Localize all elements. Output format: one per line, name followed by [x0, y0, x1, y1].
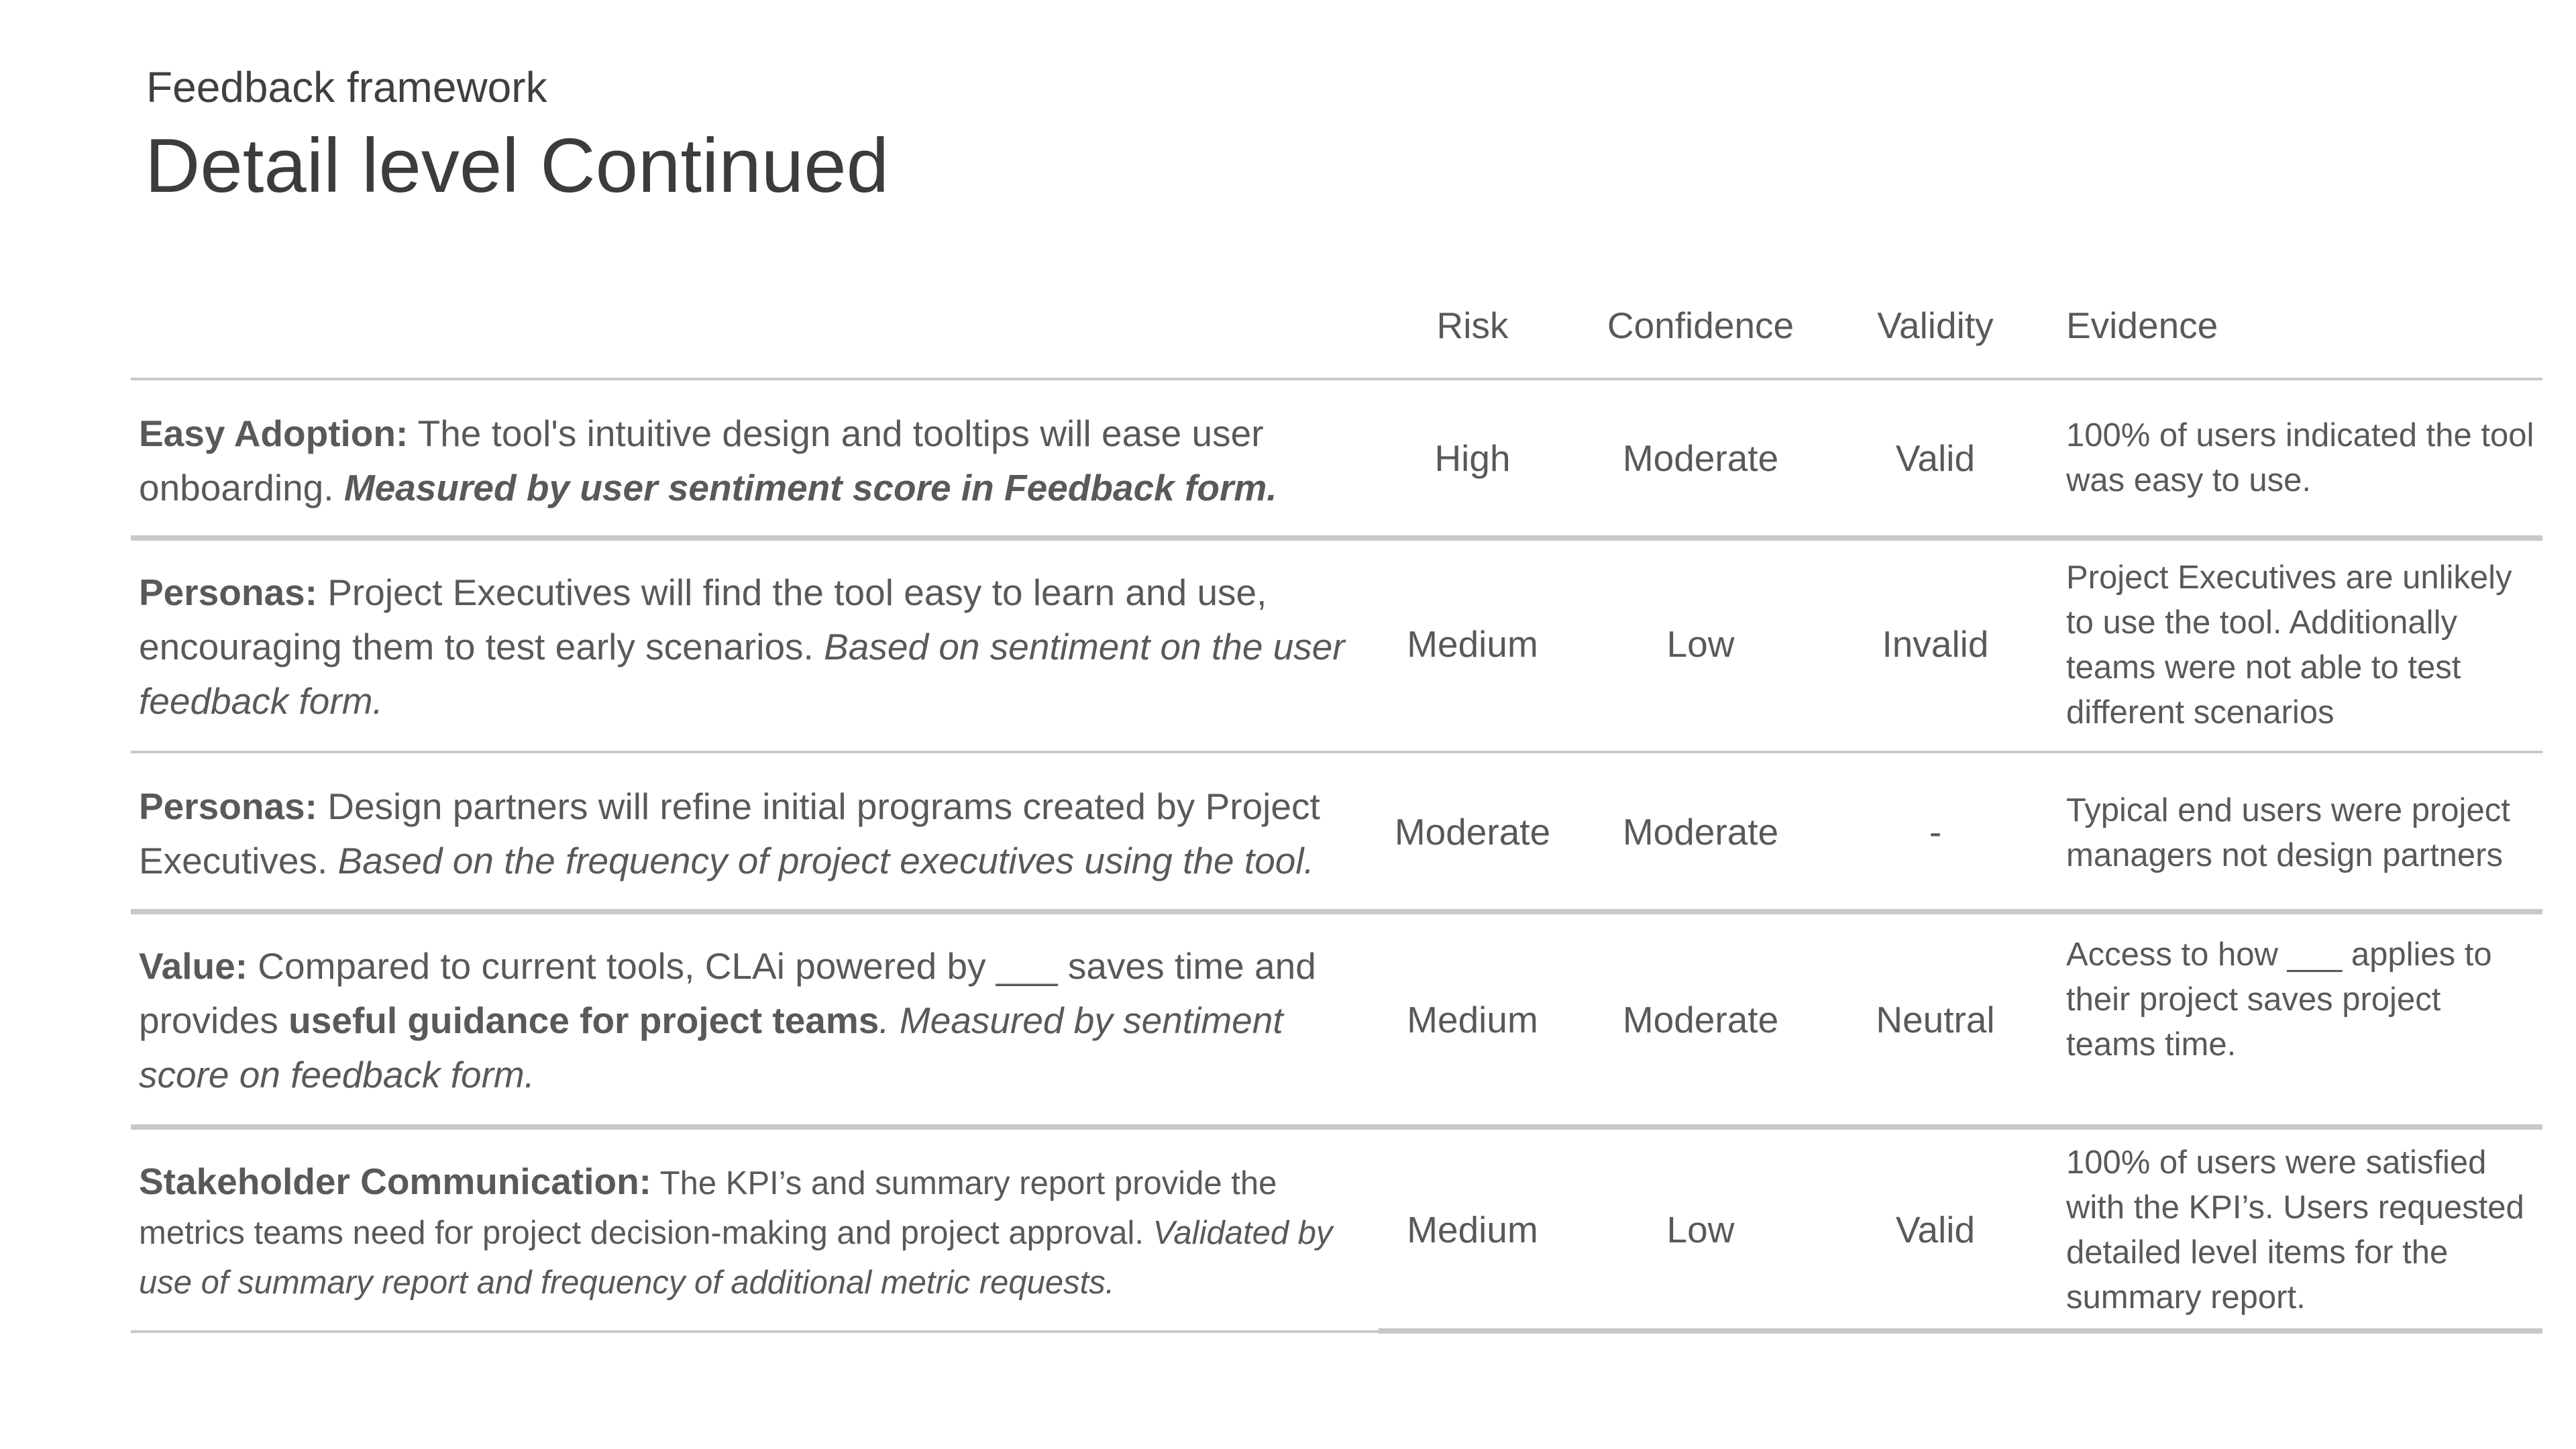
row-measure: Validated by use of summary report and frequency of additional metric requests. [139, 1215, 1333, 1301]
row-label: Value: [139, 945, 248, 987]
evidence-text: Access to how ___ applies to their project saves project teams time. [2066, 936, 2492, 1063]
row-measure: Measured by user sentiment score in Feedback form. [343, 467, 1277, 508]
row-label: Easy Adoption: [139, 413, 409, 454]
column-header-confidence: Confidence [1607, 305, 1794, 346]
row-text: The tool's intuitive design and tooltips will ease user onboarding. [139, 413, 1264, 508]
row-divider-2 [131, 751, 2542, 753]
row-divider-5a [131, 1330, 1392, 1333]
evidence-text: Typical end users were project managers not design partners [2066, 792, 2510, 873]
risk-value: Medium [1407, 623, 1538, 665]
risk-value: Medium [1407, 999, 1538, 1040]
row-label: Personas: [139, 572, 317, 613]
row-divider-4 [131, 1124, 2542, 1130]
validity-value: Invalid [1882, 623, 1989, 665]
column-header-risk: Risk [1436, 305, 1509, 346]
row-text: Project Executives will find the tool easy to learn and use, encouraging them to test early scenarios. [139, 572, 1267, 667]
column-header-validity: Validity [1877, 305, 1994, 346]
confidence-value: Moderate [1622, 811, 1779, 853]
risk-value: Medium [1407, 1209, 1538, 1250]
confidence-value: Low [1666, 623, 1735, 665]
row-description [139, 566, 1380, 729]
confidence-value: Moderate [1622, 999, 1779, 1040]
row-description [139, 1157, 1380, 1307]
validity-value: - [1929, 811, 1942, 853]
row-label: Stakeholder Communication: [139, 1161, 651, 1202]
column-header-evidence: Evidence [2066, 305, 2218, 346]
page-title: Detail level Continued [145, 123, 889, 209]
row-description [139, 407, 1380, 515]
confidence-value: Moderate [1622, 437, 1779, 479]
row-measure: Based on sentiment on the user feedback form. [139, 626, 1345, 722]
row-measure: . Measured by sentiment score on feedback form. [139, 1000, 1283, 1095]
row-highlight: useful guidance for project teams [288, 1000, 879, 1041]
row-description [139, 780, 1380, 888]
validity-value: Valid [1895, 1209, 1976, 1250]
page-subtitle: Feedback framework [146, 63, 547, 111]
validity-value: Neutral [1876, 999, 1995, 1040]
risk-value: Moderate [1394, 811, 1551, 853]
evidence-text: Project Executives are unlikely to use the tool. Additionally teams were not able to test different scenarios [2066, 559, 2512, 731]
row-divider-3 [131, 909, 2542, 914]
row-divider-5b [1379, 1328, 2542, 1334]
header-divider [131, 378, 2542, 380]
row-description [139, 939, 1380, 1102]
row-divider-1 [131, 535, 2542, 541]
row-measure: Based on the frequency of project executives using the tool. [337, 840, 1314, 881]
row-text: Design partners will refine initial programs created by Project Executives. [139, 786, 1320, 881]
confidence-value: Low [1666, 1209, 1735, 1250]
row-label: Personas: [139, 786, 317, 827]
validity-value: Valid [1895, 437, 1976, 479]
evidence-text: 100% of users were satisfied with the KPI’s. Users requested detailed level items for the summary report. [2066, 1144, 2524, 1316]
row-text: Compared to current tools, CLAi powered by ___ saves time and provides [139, 945, 1316, 1041]
risk-value: High [1434, 437, 1511, 479]
evidence-text: 100% of users indicated the tool was easy to use. [2066, 417, 2534, 498]
row-text: The KPI’s and summary report provide the metrics teams need for project decision-making and project approval. [139, 1165, 1277, 1251]
